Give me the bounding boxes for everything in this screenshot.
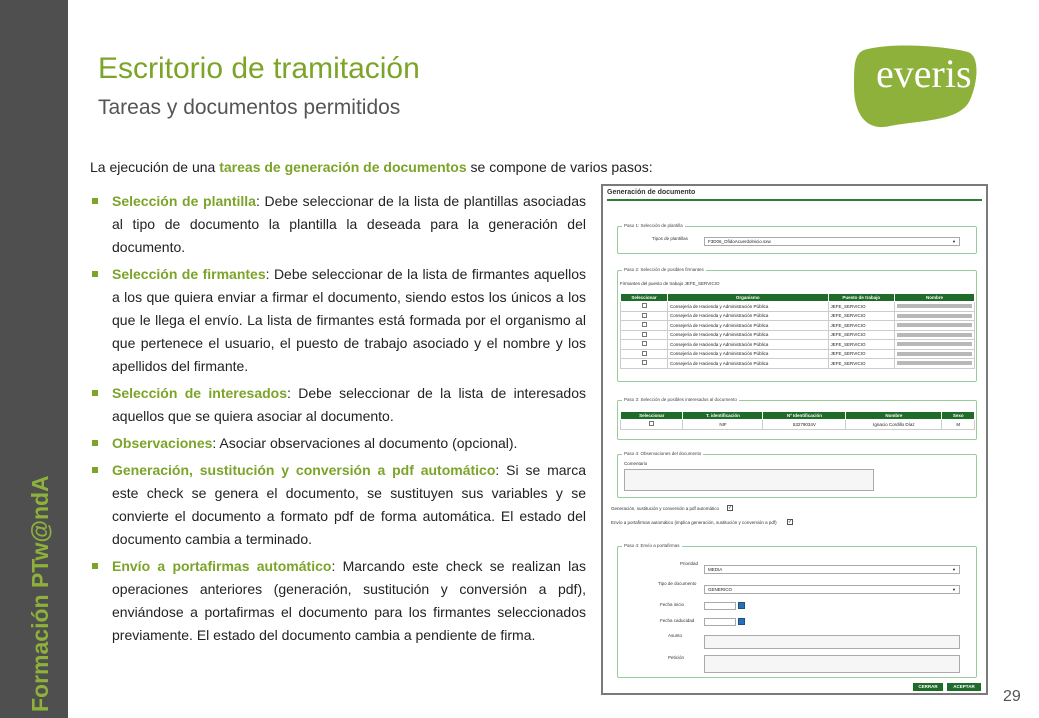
fieldset-paso1: Paso 1: Selección de plantilla Tipos de plantillas F3D06_OfidoAcuerdolnicio.sxw ▼ bbox=[617, 226, 977, 254]
sidebar bbox=[0, 0, 68, 718]
checkbox[interactable] bbox=[642, 360, 647, 365]
fecha-caducidad-input[interactable] bbox=[704, 618, 736, 626]
plantilla-select[interactable]: F3D06_OfidoAcuerdolnicio.sxw ▼ bbox=[704, 237, 960, 246]
step-interesados: Selección de interesados: Debe seleccionar de la lista de interesados aquellos que se quiera asociar al documento. bbox=[92, 382, 586, 428]
calendar-icon[interactable] bbox=[738, 618, 745, 625]
page-subtitle: Tareas y documentos permitidos bbox=[98, 96, 401, 119]
screenshot-heading: Generación de documento bbox=[607, 189, 696, 196]
generacion-checkbox[interactable]: ✓ bbox=[728, 505, 733, 511]
peticion-input[interactable] bbox=[704, 655, 960, 673]
step-plantilla: Selección de plantilla: Debe seleccionar de la lista de plantillas asociadas al tipo de documento la plantilla la deseada para la generación del documento. bbox=[92, 190, 586, 259]
bullet-icon bbox=[92, 440, 98, 446]
bullet-icon bbox=[92, 467, 98, 473]
bullet-icon bbox=[92, 563, 98, 569]
page-title: Escritorio de tramitación bbox=[98, 52, 420, 85]
table-row: Consejería de Hacienda y Administración Pública JEFE_SERVICIO bbox=[621, 359, 975, 369]
interesados-table: Seleccionar T. identificación Nº Identificación Nombre Sexo NIF 53279034V Ignacio Cordillo Díaz M bbox=[620, 411, 975, 430]
asunto-input[interactable] bbox=[704, 635, 960, 649]
step-generacion: Generación, sustitución y conversión a pdf automático: Si se marca este check se genera el documento, se sustituyen sus variables y se convierte el documento a formato pdf de forma automática. El estado del documento cambia a terminado. bbox=[92, 459, 586, 551]
table-row: Consejería de Hacienda y Administración Pública JEFE_SERVICIO bbox=[621, 311, 975, 321]
bullet-icon bbox=[92, 390, 98, 396]
table-row: NIF 53279034V Ignacio Cordillo Díaz M bbox=[621, 420, 975, 430]
checkbox[interactable] bbox=[642, 322, 647, 327]
checkbox[interactable] bbox=[642, 303, 647, 308]
fieldset-paso3: Paso 3: Selección de posibles interesados al documento Seleccionar T. identificación Nº Identificación Nombre Sexo NIF 53279034V Ignacio Cordillo Díaz M bbox=[617, 400, 977, 440]
fieldset-observaciones: Paso 4: Observaciones del documento Comentario bbox=[617, 454, 977, 498]
step-firmantes: Selección de firmantes: Debe seleccionar de la lista de firmantes aquellos a los que quiera enviar a firmar el documento, siendo estos los únicos a los que le llega el envío. La lista de firmantes está formada por el organismo al que pertenece el usuario, el puesto de trabajo asociado y el nombre y los apellidos del firmante. bbox=[92, 263, 586, 378]
intro-highlight: tareas de generación de documentos bbox=[219, 159, 467, 175]
calendar-icon[interactable] bbox=[738, 602, 745, 609]
tipo-documento-select[interactable]: GENERICO ▼ bbox=[704, 585, 960, 594]
fieldset-envio: Paso 4: Envío a portafirmas Prioridad MEDIA ▼ Tipo de documento GENERICO ▼ Fecha inicio Fecha caducidad Asunto Petición bbox=[617, 546, 977, 678]
table-row: Consejería de Hacienda y Administración Pública JEFE_SERVICIO bbox=[621, 330, 975, 340]
fecha-inicio-input[interactable] bbox=[704, 602, 736, 610]
logo-text: everis bbox=[876, 51, 972, 96]
table-row: Consejería de Hacienda y Administración Pública JEFE_SERVICIO bbox=[621, 349, 975, 359]
envio-checkbox[interactable]: ✓ bbox=[788, 519, 793, 525]
comentario-textarea[interactable] bbox=[624, 469, 874, 491]
fieldset-paso2: Paso 2: Selección de posibles firmantes Firmantes del puesto de trabajo JEFE_SERVICIO Seleccionar Organismo Puesto de trabajo Nombre Consejería de Hacienda y Administración Pública JEFE_SERVICIO Consejería de Hacienda y Administración Pública JEFE_SERVICIO Consejería de Hacienda y Administración Pública JEFE_SERVICIO Consejería de Hacienda y Administración Pública JEFE_SERVICIO Consejería de Hacienda y Administración Pública JEFE_SERVICIO Consejería de Hacienda y Administración Pública JEFE_SERVICIO Consejería de Hacienda y Administración Pública JEFE_SERVICIO bbox=[617, 270, 977, 382]
page-number: 29 bbox=[1003, 688, 1021, 705]
firmantes-table: Seleccionar Organismo Puesto de trabajo Nombre Consejería de Hacienda y Administración Pública JEFE_SERVICIO Consejería de Hacienda y Administración Pública JEFE_SERVICIO Consejería de Hacienda y Administración Pública JEFE_SERVICIO Consejería de Hacienda y Administración Pública JEFE_SERVICIO Consejería de Hacienda y Administración Pública JEFE_SERVICIO Consejería de Hacienda y Administración Pública JEFE_SERVICIO Consejería de Hacienda y Administración Pública JEFE_SERVICIO bbox=[620, 293, 975, 369]
prioridad-select[interactable]: MEDIA ▼ bbox=[704, 565, 960, 574]
cerrar-button[interactable]: CERRAR bbox=[913, 683, 943, 691]
table-row: Consejería de Hacienda y Administración Pública JEFE_SERVICIO bbox=[621, 321, 975, 331]
checkbox[interactable] bbox=[642, 351, 647, 356]
bullet-icon bbox=[92, 271, 98, 277]
sidebar-title: Formación PTw@ndA bbox=[27, 475, 53, 712]
checkbox[interactable] bbox=[642, 332, 647, 337]
checkbox[interactable] bbox=[642, 313, 647, 318]
table-row: Consejería de Hacienda y Administración Pública JEFE_SERVICIO bbox=[621, 302, 975, 312]
bullet-icon bbox=[92, 198, 98, 204]
steps-list bbox=[92, 190, 586, 651]
app-screenshot: Generación de documento Paso 1: Selección de plantilla Tipos de plantillas F3D06_OfidoAcuerdolnicio.sxw ▼ Paso 2: Selección de posibles firmantes Firmantes del puesto de trabajo JEFE_SERVICIO Seleccionar Organismo Puesto de trabajo Nombre Consejería de Hacienda y Administración Pública JEFE_SERVICIO Consejería de Hacienda y Administración Pública JEFE_SERVICIO Consejería de Hacienda y Administración Pública JEFE_SERVICIO Consejería de Hacienda y Administración Pública JEFE_SERVICIO Consejería de Hacienda y Administración Pública JEFE_SERVICIO Consejería de Hacienda y Administración Pública JEFE_SERVICIO Consejería de Hacienda y Administración Pública JEFE_SERVICIO Paso 3: Selección de posibles interesados al documento Seleccionar T. identificación Nº Identificación Nombre Sexo NIF 53279034V Ignacio Cordillo Díaz M Paso 4: Observaciones del documento Comentario Generación, sustitución y conversión a pdf automático ✓ Envío a portafirmas automático (implica generación, sustitución y conversión a pdf) ✓ Paso 4: Envío a portafirmas Prioridad MEDIA ▼ Tipo de documento GENERICO ▼ Fecha inicio Fecha caducidad Asunto Petición CERRAR ACEPTAR bbox=[601, 184, 988, 695]
checkbox[interactable] bbox=[642, 341, 647, 346]
aceptar-button[interactable]: ACEPTAR bbox=[947, 683, 981, 691]
checkbox[interactable] bbox=[649, 421, 654, 426]
intro-text: La ejecución de una tareas de generación de documentos se compone de varios pasos: bbox=[90, 159, 653, 175]
step-observaciones: Observaciones: Asociar observaciones al documento (opcional). bbox=[92, 432, 586, 455]
table-row: Consejería de Hacienda y Administración Pública JEFE_SERVICIO bbox=[621, 340, 975, 350]
divider bbox=[607, 199, 982, 201]
step-envio: Envío a portafirmas automático: Marcando este check se realizan las operaciones anteriores (generación, sustitución y conversión a pdf), enviándose a portafirmas el documento para los firmantes seleccionados previamente. El estado del documento cambia a pendiente de firma. bbox=[92, 555, 586, 647]
